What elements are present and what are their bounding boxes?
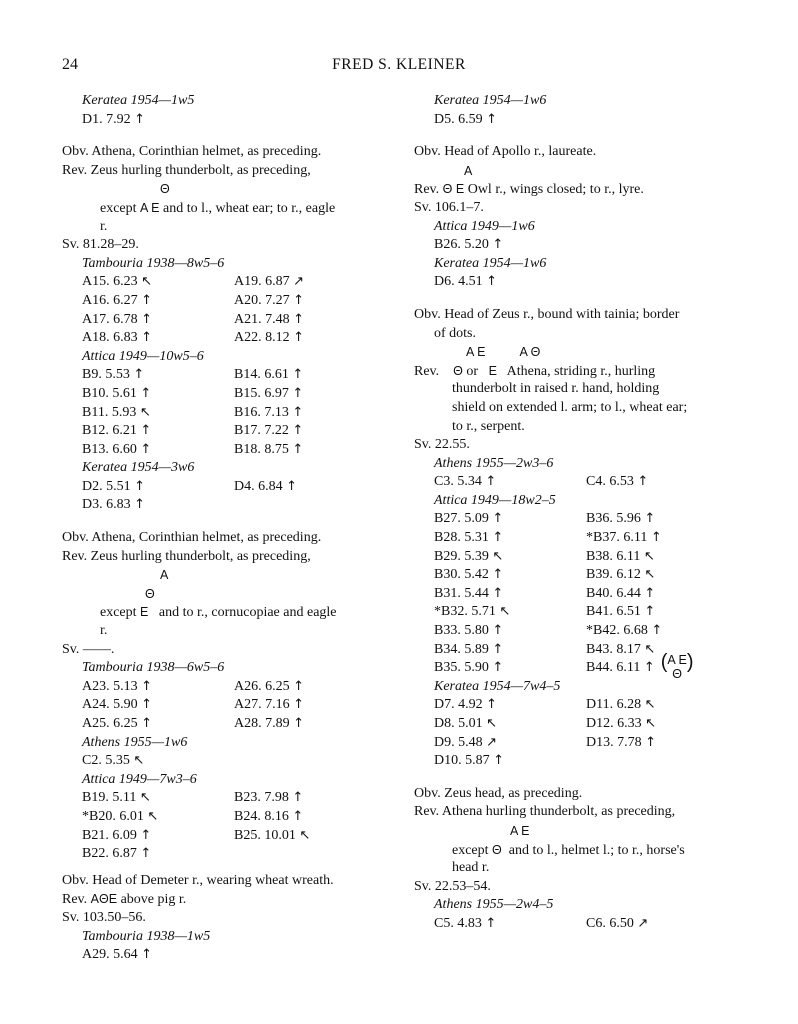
die-axis-arrow: ↖ xyxy=(139,404,151,420)
coin-entry: B33. 5.80 ↑ xyxy=(434,623,504,639)
coin-entry: B13. 6.60 ↑ xyxy=(82,441,152,457)
reverse-description: except A E and to l., wheat ear; to r., eagle xyxy=(100,200,336,216)
coin-entry-row xyxy=(414,734,744,753)
coin-entry-row xyxy=(414,622,744,641)
coin-entry: B28. 5.31 ↑ xyxy=(434,530,504,546)
coin-entry: B17. 7.22 ↑ xyxy=(234,423,304,439)
monogram-line: Θ xyxy=(160,182,170,197)
reverse-description: r. xyxy=(100,623,108,639)
obverse-description: of dots. xyxy=(434,325,476,341)
die-axis-arrow: ↑ xyxy=(651,623,663,639)
monogram: Θ xyxy=(492,842,502,857)
coin-entry: A28. 7.89 ↑ xyxy=(234,716,305,731)
coin-entry: A15. 6.23 ↖ xyxy=(82,274,153,290)
die-axis-arrow: ↑ xyxy=(492,660,504,676)
obverse-description: Obv. Athena, Corinthian helmet, as preceding. xyxy=(62,530,322,546)
die-axis-arrow: ↑ xyxy=(141,697,153,713)
coin-entry: B24. 8.16 ↑ xyxy=(234,808,304,824)
reverse-description: to r., serpent. xyxy=(452,418,525,434)
reverse-description: Rev. Θ or E Athena, striding r., hurling xyxy=(414,363,656,379)
find-heading: Keratea 1954—1w5 xyxy=(82,93,195,108)
die-axis-arrow: ↑ xyxy=(486,274,498,290)
coin-entry: D6. 4.51 ↑ xyxy=(434,274,498,290)
die-axis-arrow: ↑ xyxy=(134,111,146,127)
die-axis-arrow: ↑ xyxy=(140,423,152,439)
coin-entry: D9. 5.48 ↗ xyxy=(434,734,498,750)
coin-entry: D7. 4.92 ↑ xyxy=(434,697,498,713)
die-axis-arrow: ↑ xyxy=(644,585,656,601)
die-axis-arrow: ↑ xyxy=(637,474,649,490)
sylloge-reference: Sv. 81.28–29. xyxy=(62,237,139,253)
coin-entry: B11. 5.93 ↖ xyxy=(82,404,151,420)
coin-entry-row xyxy=(414,473,744,492)
coin-entry-row xyxy=(62,385,362,404)
die-axis-arrow: ↑ xyxy=(133,367,145,383)
sylloge-reference: Sv. 106.1–7. xyxy=(414,199,484,215)
coin-entry-row xyxy=(414,715,744,734)
coin-entry: A18. 6.83 ↑ xyxy=(82,330,153,346)
die-axis-arrow: ↑ xyxy=(134,497,146,513)
die-axis-arrow: ↑ xyxy=(292,404,304,420)
die-axis-arrow: ↑ xyxy=(141,678,153,694)
die-axis-arrow: ↑ xyxy=(292,367,304,383)
die-axis-arrow: ↑ xyxy=(486,697,498,713)
reverse-description: Rev. Zeus hurling thunderbolt, as preceding, xyxy=(62,548,311,564)
coin-entry: D13. 7.78 ↑ xyxy=(586,734,657,750)
obverse-description: Obv. Athena, Corinthian helmet, as preceding. xyxy=(62,144,322,160)
right-column xyxy=(414,92,744,934)
coin-entry-row xyxy=(62,422,362,441)
die-axis-arrow: ↑ xyxy=(293,292,305,308)
page-number: 24 xyxy=(62,56,78,73)
coin-entry-row xyxy=(62,827,362,846)
die-axis-arrow: ↖ xyxy=(133,753,145,769)
coin-entry: *B32. 5.71 ↖ xyxy=(434,604,511,620)
coin-entry-row xyxy=(414,641,744,660)
coin-entry: A22. 8.12 ↑ xyxy=(234,330,305,346)
find-heading: Attica 1949—1w6 xyxy=(434,218,535,234)
reverse-description: Rev. Θ E Owl r., wings closed; to r., lyre. xyxy=(414,182,644,198)
die-axis-arrow: ↖ xyxy=(141,274,153,290)
coin-entry-row xyxy=(62,366,362,385)
coin-entry: D11. 6.28 ↖ xyxy=(586,697,656,713)
die-axis-arrow: ↑ xyxy=(292,441,304,457)
obverse-description: Obv. Head of Demeter r., wearing wheat wreath. xyxy=(62,872,334,888)
monogram: AΘE xyxy=(90,892,118,907)
die-axis-arrow: ↑ xyxy=(486,111,498,127)
left-column xyxy=(62,92,362,965)
die-axis-arrow: ↑ xyxy=(485,474,497,490)
die-axis-arrow: ↑ xyxy=(645,734,657,750)
coin-entry-row xyxy=(62,845,362,864)
monogram-line: Θ xyxy=(145,586,155,601)
coin-entry: D1. 7.92 ↑ xyxy=(82,111,146,127)
coin-entry-row xyxy=(414,566,744,585)
find-heading: Attica 1949—10w5–6 xyxy=(82,348,204,364)
sylloge-reference: Sv. 103.50–56. xyxy=(62,909,146,925)
reverse-description: Rev. Zeus hurling thunderbolt, as preceding, xyxy=(62,162,311,178)
coin-entry: B35. 5.90 ↑ xyxy=(434,660,504,676)
monogram-bottom: Θ xyxy=(672,667,682,682)
coin-entry: A21. 7.48 ↑ xyxy=(234,311,305,327)
die-axis-arrow: ↖ xyxy=(645,716,657,731)
monogram: A E xyxy=(140,200,160,215)
coin-entry-row xyxy=(62,808,362,827)
die-axis-arrow: ↑ xyxy=(492,585,504,601)
die-axis-arrow: ↑ xyxy=(292,423,304,439)
find-heading: Keratea 1954—1w6 xyxy=(434,93,547,108)
coin-entry-row xyxy=(414,548,744,567)
find-heading: Attica 1949—7w3–6 xyxy=(82,771,197,787)
coin-entry: B38. 6.11 ↖ xyxy=(586,548,655,564)
die-axis-arrow: ↑ xyxy=(292,385,304,401)
reverse-description: shield on extended l. arm; to l., wheat ear; xyxy=(452,399,688,415)
die-axis-arrow: ↑ xyxy=(292,808,304,824)
coin-entry: B22. 6.87 ↑ xyxy=(82,846,152,862)
die-axis-arrow: ↗ xyxy=(486,734,498,750)
coin-entry: B44. 6.11 ↑ (A E Θ) xyxy=(586,651,694,682)
monogram-line: A E xyxy=(510,823,530,838)
find-heading: Athens 1955—2w4–5 xyxy=(434,897,554,913)
die-axis-arrow: ↑ xyxy=(492,511,504,527)
reverse-description: head r. xyxy=(452,860,490,876)
coin-entry-row xyxy=(414,585,744,604)
monogram-line: A E A Θ xyxy=(466,345,541,360)
obverse-description: Obv. Head of Apollo r., laureate. xyxy=(414,144,597,160)
coin-entry: A19. 6.87 ↗ xyxy=(234,274,305,290)
die-axis-arrow: ↑ xyxy=(292,790,304,806)
die-axis-arrow: ↖ xyxy=(644,697,656,713)
die-axis-arrow: ↗ xyxy=(637,915,649,931)
reverse-description: Rev. Athena hurling thunderbolt, as preceding, xyxy=(414,804,676,820)
die-axis-arrow: ↑ xyxy=(643,660,655,676)
find-heading: Keratea 1954—7w4–5 xyxy=(434,678,561,694)
coin-entry: *B37. 6.11 ↑ xyxy=(586,530,662,546)
coin-entry-row xyxy=(414,752,744,771)
find-heading: Attica 1949—18w2–5 xyxy=(434,492,556,508)
coin-entry-row xyxy=(62,696,362,715)
coin-entry: C4. 6.53 ↑ xyxy=(586,474,649,490)
coin-entry: D10. 5.87 ↑ xyxy=(434,753,505,769)
die-axis-arrow: ↑ xyxy=(141,311,153,327)
die-axis-arrow: ↖ xyxy=(492,548,504,564)
die-axis-arrow: ↑ xyxy=(140,827,152,843)
sylloge-reference: Sv. ——. xyxy=(62,641,115,657)
page-header xyxy=(0,56,798,80)
coin-entry: C6. 6.50 ↗ xyxy=(586,915,649,931)
coin-entry: A23. 5.13 ↑ xyxy=(82,678,153,694)
coin-entry: A17. 6.78 ↑ xyxy=(82,311,153,327)
coin-entry: B14. 6.61 ↑ xyxy=(234,367,304,383)
coin-entry: D8. 5.01 ↖ xyxy=(434,716,498,731)
die-axis-arrow: ↑ xyxy=(644,511,656,527)
sylloge-reference: Sv. 22.55. xyxy=(414,437,470,453)
coin-entry: B39. 6.12 ↖ xyxy=(586,567,656,583)
die-axis-arrow: ↑ xyxy=(141,716,153,731)
coin-entry: B34. 5.89 ↑ xyxy=(434,641,504,657)
coin-entry: B29. 5.39 ↖ xyxy=(434,548,504,564)
sylloge-reference: Sv. 22.53–54. xyxy=(414,878,491,894)
coin-entry-row xyxy=(62,273,362,292)
coin-entry-row xyxy=(414,603,744,622)
coin-entry-row xyxy=(414,915,744,934)
monogram-top: A E xyxy=(667,653,687,668)
die-axis-arrow: ↑ xyxy=(140,846,152,862)
reverse-description: except E and to r., cornucopiae and eagle xyxy=(100,605,337,621)
die-axis-arrow: ↖ xyxy=(643,548,655,564)
coin-entry-row xyxy=(62,404,362,423)
die-axis-arrow: ↑ xyxy=(492,530,504,546)
coin-entry-row xyxy=(62,715,362,734)
die-axis-arrow: ↑ xyxy=(141,292,153,308)
die-axis-arrow: ↖ xyxy=(499,604,511,620)
monogram: E xyxy=(140,605,149,620)
coin-entry: D4. 6.84 ↑ xyxy=(234,478,298,494)
find-heading: Tambouria 1938—1w5 xyxy=(82,928,211,944)
coin-entry: B10. 5.61 ↑ xyxy=(82,385,152,401)
coin-entry-row xyxy=(414,651,744,682)
coin-entry: B25. 10.01 ↖ xyxy=(234,827,311,843)
find-heading: Tambouria 1938—8w5–6 xyxy=(82,255,225,271)
coin-entry-row xyxy=(62,311,362,330)
reverse-description: r. xyxy=(100,218,108,234)
find-heading: Tambouria 1938—6w5–6 xyxy=(82,660,225,676)
coin-entry: D12. 6.33 ↖ xyxy=(586,716,657,731)
die-axis-arrow: ↑ xyxy=(141,947,153,963)
coin-entry: D2. 5.51 ↑ xyxy=(82,478,146,494)
die-axis-arrow: ↑ xyxy=(293,330,305,346)
die-axis-arrow: ↑ xyxy=(492,641,504,657)
monogram: (A E Θ) xyxy=(660,651,694,682)
die-axis-arrow: ↑ xyxy=(140,385,152,401)
coin-entry: *B42. 6.68 ↑ xyxy=(586,623,663,639)
coin-entry: B21. 6.09 ↑ xyxy=(82,827,152,843)
die-axis-arrow: ↑ xyxy=(141,330,153,346)
die-axis-arrow: ↑ xyxy=(493,753,505,769)
coin-entry-row xyxy=(62,496,362,515)
die-axis-arrow: ↑ xyxy=(293,697,305,713)
die-axis-arrow: ↑ xyxy=(293,311,305,327)
find-heading: Keratea 1954—1w6 xyxy=(434,255,547,271)
coin-entry: B30. 5.42 ↑ xyxy=(434,567,504,583)
coin-entry: *B20. 6.01 ↖ xyxy=(82,808,159,824)
coin-entry: B23. 7.98 ↑ xyxy=(234,790,304,806)
coin-entry-row xyxy=(414,510,744,529)
coin-entry: B19. 5.11 ↖ xyxy=(82,790,151,806)
coin-entry: A25. 6.25 ↑ xyxy=(82,716,153,731)
coin-entry: B36. 5.96 ↑ xyxy=(586,511,656,527)
reverse-description: Rev. AΘE above pig r. xyxy=(62,892,187,908)
die-axis-arrow: ↖ xyxy=(644,567,656,583)
coin-entry: B31. 5.44 ↑ xyxy=(434,585,504,601)
die-axis-arrow: ↑ xyxy=(134,478,146,494)
die-axis-arrow: ↑ xyxy=(485,915,497,931)
coin-entry-row xyxy=(62,292,362,311)
running-title: FRED S. KLEINER xyxy=(332,56,466,73)
coin-entry: B43. 8.17 ↖ xyxy=(586,641,656,657)
die-axis-arrow: ↖ xyxy=(299,827,311,843)
coin-entry: A16. 6.27 ↑ xyxy=(82,292,153,308)
find-heading: Keratea 1954—3w6 xyxy=(82,460,195,476)
coin-entry: B40. 6.44 ↑ xyxy=(586,585,656,601)
obverse-description: Obv. Zeus head, as preceding. xyxy=(414,785,583,801)
coin-entry: B9. 5.53 ↑ xyxy=(82,367,145,383)
coin-entry: A29. 5.64 ↑ xyxy=(82,947,153,963)
die-axis-arrow: ↗ xyxy=(293,274,305,290)
coin-entry-row xyxy=(414,529,744,548)
obverse-description: Obv. Head of Zeus r., bound with tainia; border xyxy=(414,306,680,322)
find-heading: Athens 1955—2w3–6 xyxy=(434,455,554,471)
coin-entry-row xyxy=(414,696,744,715)
coin-entry: D5. 6.59 ↑ xyxy=(434,111,498,127)
monogram-line: A xyxy=(464,163,473,178)
die-axis-arrow: ↑ xyxy=(293,716,305,731)
die-axis-arrow: ↑ xyxy=(650,530,662,546)
coin-entry-row xyxy=(62,441,362,460)
coin-entry: C3. 5.34 ↑ xyxy=(434,474,497,490)
coin-entry: B41. 6.51 ↑ xyxy=(586,604,656,620)
die-axis-arrow: ↑ xyxy=(644,604,656,620)
coin-entry: A26. 6.25 ↑ xyxy=(234,678,305,694)
die-axis-arrow: ↖ xyxy=(139,790,151,806)
die-axis-arrow: ↖ xyxy=(486,716,498,731)
coin-entry: B26. 5.20 ↑ xyxy=(434,237,504,253)
coin-entry: B18. 8.75 ↑ xyxy=(234,441,304,457)
coin-entry-row xyxy=(62,789,362,808)
die-axis-arrow: ↖ xyxy=(644,641,656,657)
monogram: Θ E xyxy=(442,182,465,197)
die-axis-arrow: ↑ xyxy=(492,567,504,583)
monogram-line: A xyxy=(160,568,169,583)
die-axis-arrow: ↑ xyxy=(293,678,305,694)
coin-entry: B16. 7.13 ↑ xyxy=(234,404,304,420)
coin-entry: A20. 7.27 ↑ xyxy=(234,292,305,308)
reverse-description: except Θ and to l., helmet l.; to r., horse's xyxy=(452,842,685,858)
die-axis-arrow: ↖ xyxy=(147,808,159,824)
coin-entry: A24. 5.90 ↑ xyxy=(82,697,153,713)
die-axis-arrow: ↑ xyxy=(140,441,152,457)
coin-entry-row xyxy=(62,329,362,348)
coin-entry-row xyxy=(62,478,362,497)
coin-entry: D3. 6.83 ↑ xyxy=(82,497,146,513)
coin-entry: B12. 6.21 ↑ xyxy=(82,423,152,439)
die-axis-arrow: ↑ xyxy=(286,478,298,494)
coin-entry: C2. 5.35 ↖ xyxy=(82,753,145,769)
coin-entry: B15. 6.97 ↑ xyxy=(234,385,304,401)
coin-entry: C5. 4.83 ↑ xyxy=(434,915,497,931)
coin-entry: B27. 5.09 ↑ xyxy=(434,511,504,527)
die-axis-arrow: ↑ xyxy=(492,623,504,639)
coin-entry: A27. 7.16 ↑ xyxy=(234,697,305,713)
die-axis-arrow: ↑ xyxy=(492,237,504,253)
find-heading: Athens 1955—1w6 xyxy=(82,734,188,750)
coin-entry-row xyxy=(62,678,362,697)
reverse-description: thunderbolt in raised r. hand, holding xyxy=(452,381,660,397)
